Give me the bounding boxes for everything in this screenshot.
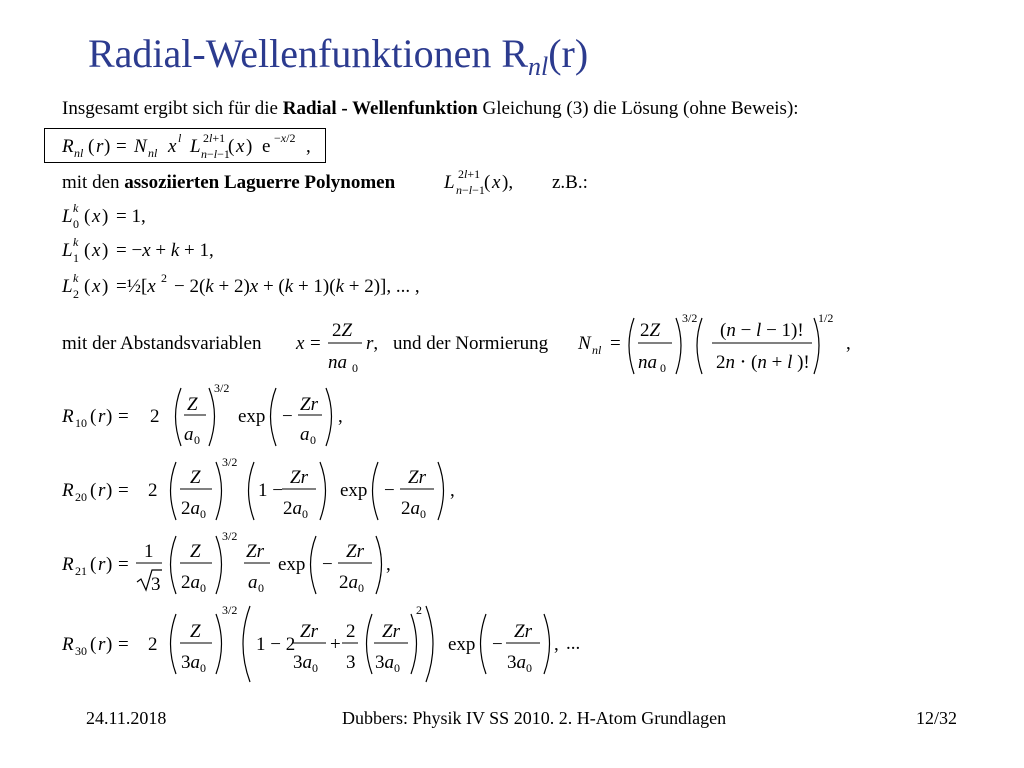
svg-text:0: 0 [526,661,532,675]
svg-text:=: = [118,480,129,501]
svg-text:k: k [73,201,79,215]
svg-text:Z: Z [187,394,198,415]
svg-text:Z: Z [190,541,201,562]
svg-text:2: 2 [148,634,158,655]
svg-text:=: = [116,136,127,157]
svg-text:−: − [282,406,293,427]
svg-text:2: 2 [148,480,158,501]
svg-text:k: k [73,235,79,249]
svg-text:(: ( [84,206,91,227]
svg-text:): ) [102,240,109,261]
laguerre-L0 [61,201,146,231]
svg-text:x: x [168,136,177,157]
svg-text:=: = [310,333,321,354]
svg-text:1: 1 [73,251,79,265]
svg-text:0: 0 [312,661,318,675]
svg-text:2: 2 [416,603,422,617]
svg-text:0: 0 [200,661,206,675]
svg-text:Z: Z [190,467,201,488]
svg-text:Zr: Zr [300,394,318,415]
svg-text:e: e [262,136,271,157]
svg-text:x: x [92,206,101,227]
svg-text:2a: 2a [181,572,200,593]
svg-text:): ) [246,136,253,157]
svg-text:n−l−1: n−l−1 [201,147,230,161]
svg-text:1 − 2: 1 − 2 [256,634,296,655]
svg-text:l: l [178,131,182,145]
intro-pre: Insgesamt ergibt sich für die [62,98,283,119]
svg-text:−x/2: −x/2 [274,131,296,145]
svg-text:r: r [98,554,106,575]
svg-text:x: x [236,136,245,157]
svg-text:): ) [106,634,113,655]
svg-text:=: = [118,554,129,575]
svg-text:− 2(k + 2)x + (k + 1)(k + 2)],: − 2(k + 2)x + (k + 1)(k + 2)], ... , [174,276,420,297]
laguerre-bold: assoziierten Laguerre Polynomen [124,172,396,193]
svg-text:0: 0 [660,361,666,375]
svg-text:R: R [62,406,74,427]
laguerre-L1 [61,235,214,265]
svg-text:x: x [492,172,501,193]
svg-text:na: na [638,352,657,373]
svg-text:Zr: Zr [346,541,364,562]
svg-text:): ) [102,276,109,297]
svg-text:3: 3 [346,652,356,673]
svg-text:): ) [104,136,111,157]
svg-text:x: x [296,333,305,354]
svg-text:=: = [118,406,129,427]
svg-text:),: ), [502,172,514,193]
svg-text:exp: exp [278,554,306,575]
svg-text:(: ( [90,406,97,427]
svg-text:0: 0 [200,507,206,521]
svg-text:,: , [386,554,391,575]
svg-text:exp: exp [340,480,368,501]
svg-text:0: 0 [73,217,79,231]
svg-text:L: L [444,172,455,193]
svg-text:0: 0 [394,661,400,675]
svg-text:=: = [610,333,621,354]
svg-text:L: L [190,136,201,157]
svg-text:,: , [846,333,851,354]
svg-text:0: 0 [310,433,316,447]
footer-page: 12/32 [916,708,958,728]
svg-text:3/2: 3/2 [222,603,238,617]
R21-formula [61,529,391,595]
intro-post: Gleichung (3) die Lösung (ohne Beweis): [477,98,799,119]
svg-text:=½[x: =½[x [116,276,156,297]
normierung-label: und der Normierung [393,333,549,354]
svg-text:k: k [73,271,79,285]
svg-text:1: 1 [144,541,154,562]
laguerre-symbol [443,167,513,197]
svg-text:2Z: 2Z [640,320,661,341]
footer-date: 24.11.2018 [86,708,167,728]
svg-text:L: L [62,276,73,297]
svg-text:R: R [62,136,74,157]
svg-text:,: , [450,480,455,501]
svg-text:0: 0 [302,507,308,521]
svg-text:3: 3 [151,574,161,595]
svg-text:nl: nl [148,146,158,160]
svg-text:+: + [330,634,341,655]
laguerre-eg: z.B.: [552,172,588,193]
svg-text:a: a [248,572,258,593]
svg-text:2: 2 [73,287,79,301]
svg-text:x: x [92,240,101,261]
intro-bold: Radial - Wellenfunktion [282,98,478,119]
svg-text:2n ⋅ (n + l )!: 2n ⋅ (n + l )! [716,352,810,373]
svg-text:10: 10 [75,416,87,430]
svg-text:Z: Z [190,621,201,642]
svg-text:3/2: 3/2 [214,381,230,395]
abstand-formula [295,320,378,375]
normierung-formula [577,311,851,375]
svg-text:2: 2 [150,406,160,427]
svg-text:N: N [134,136,147,157]
svg-text:Zr: Zr [246,541,264,562]
svg-text:r: r [96,136,104,157]
laguerre-L2 [61,271,420,301]
svg-text:r: r [98,634,106,655]
svg-text:1/2: 1/2 [818,311,834,325]
svg-text:= −x + k + 1,: = −x + k + 1, [116,240,214,261]
svg-text:r: r [98,406,106,427]
svg-text:3a: 3a [181,652,200,673]
svg-text:Zr: Zr [514,621,532,642]
svg-text:a: a [184,424,194,445]
svg-text:(: ( [88,136,95,157]
svg-text:R: R [62,480,74,501]
svg-text:L: L [62,206,73,227]
svg-text:2: 2 [161,271,167,285]
svg-text:0: 0 [200,581,206,595]
svg-text:,: , [554,634,559,655]
svg-text:3a: 3a [375,652,394,673]
svg-text:2: 2 [346,621,356,642]
svg-text:N: N [578,333,591,354]
svg-text:20: 20 [75,490,87,504]
svg-text:1 −: 1 − [258,480,283,501]
svg-text:(: ( [90,634,97,655]
svg-text:3a: 3a [293,652,312,673]
svg-text:Zr: Zr [408,467,426,488]
R20-formula [61,455,455,521]
title-subscript: nl [528,52,549,81]
svg-text:(: ( [90,480,97,501]
svg-text:−: − [322,554,333,575]
svg-text:na: na [328,352,347,373]
svg-text:nl: nl [592,343,602,357]
svg-text:(: ( [228,136,235,157]
svg-text:=: = [118,634,129,655]
svg-text:R: R [62,554,74,575]
radial-solution-formula [61,131,311,161]
R30-formula [61,603,559,682]
svg-text:n−l−1: n−l−1 [456,183,485,197]
svg-text:L: L [62,240,73,261]
svg-text:2a: 2a [401,498,420,519]
svg-text:r,: r, [366,333,379,354]
svg-text:(: ( [84,276,91,297]
footer-course: Dubbers: Physik IV SS 2010. 2. H-Atom Grundlagen [342,708,727,728]
svg-text:21: 21 [75,564,87,578]
svg-text:2Z: 2Z [332,320,353,341]
svg-text:2a: 2a [283,498,302,519]
svg-text:(: ( [84,240,91,261]
svg-text:0: 0 [358,581,364,595]
svg-text:3/2: 3/2 [222,529,238,543]
R10-formula [61,381,343,447]
svg-text:,: , [338,406,343,427]
svg-text:): ) [106,554,113,575]
svg-text:exp: exp [238,406,266,427]
svg-text:(: ( [90,554,97,575]
svg-text:0: 0 [194,433,200,447]
svg-text:(n − l − 1)!: (n − l − 1)! [720,320,804,341]
svg-text:r: r [98,480,106,501]
svg-text:3/2: 3/2 [222,455,238,469]
svg-text:): ) [106,480,113,501]
svg-text:R: R [62,634,74,655]
svg-text:): ) [102,206,109,227]
svg-text:x: x [92,276,101,297]
svg-text:3/2: 3/2 [682,311,698,325]
title-argument: (r) [548,31,589,76]
title-main: Radial-Wellenfunktionen R [88,31,528,76]
svg-text:(: ( [484,172,491,193]
svg-text:0: 0 [258,581,264,595]
laguerre-pre: mit den [62,172,125,193]
svg-text:30: 30 [75,644,87,658]
abstand-label: mit der Abstandsvariablen [62,333,262,354]
svg-text:2a: 2a [339,572,358,593]
svg-text:−: − [384,480,395,501]
svg-text:Zr: Zr [290,467,308,488]
svg-text:2a: 2a [181,498,200,519]
svg-text:exp: exp [448,634,476,655]
svg-text:Zr: Zr [382,621,400,642]
svg-text:Zr: Zr [300,621,318,642]
svg-text:): ) [106,406,113,427]
svg-text:,: , [306,136,311,157]
svg-text:0: 0 [352,361,358,375]
svg-text:2l+1: 2l+1 [458,167,481,181]
svg-text:0: 0 [420,507,426,521]
svg-text:2l+1: 2l+1 [203,131,226,145]
svg-text:3a: 3a [507,652,526,673]
svg-text:−: − [492,634,503,655]
svg-text:= 1,: = 1, [116,206,146,227]
r30-ellipsis: ... [566,633,581,654]
svg-text:nl: nl [74,146,84,160]
svg-text:a: a [300,424,310,445]
